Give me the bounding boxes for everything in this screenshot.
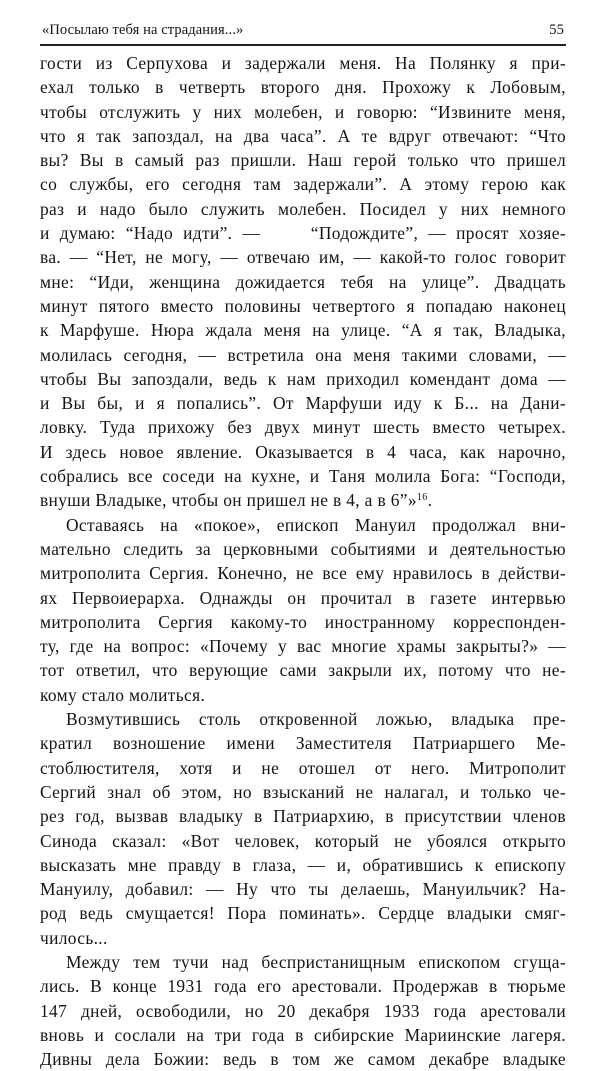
text-line: раз и надо было служить молебен. Посидел у них немного — [40, 198, 566, 219]
text-line: к Марфуше. Нюра ждала меня на улице. “А я так, Владыка, — [40, 320, 566, 341]
text-line: тот ответил, что верующие сами закрыли их, потому что не- — [40, 660, 566, 681]
text-line: митрополита Сергия какому-то иностранному корреспонден- — [40, 611, 566, 632]
paragraph — [40, 51, 566, 513]
paragraph — [40, 950, 566, 1071]
text-line: мне: “Иди, женщина дожидается тебя на улице”. Двадцать — [40, 271, 566, 292]
text-line: И здесь новое явление. Оказывается в 4 часа, как нарочно, — [40, 441, 566, 462]
text-line: ту, где на вопрос: «Почему у вас многие храмы закрыты?» — — [40, 636, 566, 657]
text-line: чилось... — [40, 927, 108, 948]
text-line: рез год, вызвав владыку в Патриархию, в присутствии членов — [40, 806, 566, 827]
footnote-ref[interactable]: 16 — [416, 492, 428, 504]
text-line: Сергий знал об этом, но взысканий не налагал, и только че- — [40, 781, 566, 802]
book-page — [40, 20, 566, 1071]
text-line: стоблюстителя, хотя и не отошел от него. Митрополит — [40, 757, 566, 778]
text-line: Дивны дела Божии: ведь в том же самом декабре владыке — [40, 1049, 566, 1070]
text-line: 147 дней, освободили, но 20 декабря 1933 года арестовали — [40, 1000, 566, 1021]
line-text: внуши Владыке, чтобы он пришел не в 4, а в 6”» — [40, 490, 417, 511]
page-number: 55 — [549, 22, 564, 38]
text-line: митрополита Сергия. Конечно, не все ему нравилось в действи- — [40, 563, 566, 584]
text-line: и Вы бы, и я попались”. От Марфуши иду к Б... на Дани- — [40, 393, 566, 414]
text-line: гости из Серпухова и задержали меня. На Полянку я при- — [40, 53, 566, 73]
text-line: молилась сегодня, — встретила она меня такими словами, — — [40, 344, 566, 365]
text-line: лись. В конце 1931 года его арестовали. Продержав в тюрьме — [40, 976, 566, 997]
text-line: и думаю: “Надо идти”. — “Подождите”, — просят хозяе- — [40, 223, 566, 244]
paragraph — [40, 707, 566, 950]
paragraph — [40, 513, 566, 707]
running-title: «Посылаю тебя на страдания...» — [42, 22, 244, 38]
text-line: чтобы отслужить у них молебен, и говорю: “Извините меня, — [40, 101, 566, 122]
text-line: что я так запоздал, на два часа”. А те вдруг отвечают: “Что — [40, 125, 566, 146]
text-line: кому стало молиться. — [40, 684, 206, 705]
text-line: со службы, его сегодня там задержали”. А этому герою как — [40, 174, 566, 195]
text-line: ехал только в четверть второго дня. Прохожу к Лобовым, — [40, 77, 566, 98]
text-line — [40, 488, 566, 512]
line-punctuation: . — [427, 490, 433, 511]
text-line: высказать мне правду в глаза, — и, обратившись к епископу — [40, 854, 566, 875]
header-rule — [40, 44, 566, 46]
text-line: собрались все соседи на кухне, и Таня молила Бога: “Господи, — [40, 466, 566, 487]
text-line: ва. — “Нет, не могу, — отвечаю им, — какой-то голос говорит — [40, 247, 566, 268]
text-line: ях Первоиерарха. Однажды он прочитал в газете интервью — [40, 587, 566, 608]
running-header — [40, 20, 566, 42]
text-line: вы? Вы в самый раз пришли. Наш герой только что пришел — [40, 150, 566, 171]
text-line: род ведь смущается! Пора поминать». Сердце владыки смяг- — [40, 903, 566, 924]
text-line: минут пятого вместо половины четвертого я попадаю наконец — [40, 295, 566, 316]
text-line: ловку. Туда прихожу без двух минут шесть вместо четырех. — [40, 417, 566, 438]
text-line: Синода сказал: «Вот человек, который не убоялся открыто — [40, 830, 566, 851]
text-line: Между тем тучи над беспристанищным епископом сгуща- — [66, 951, 566, 972]
body-text — [40, 51, 566, 1071]
text-line: чтобы Вы запоздали, ведь к нам приходил комендант дома — — [40, 368, 566, 389]
text-line: Оставаясь на «покое», епископ Мануил продолжал вни- — [66, 514, 566, 535]
text-line: вновь и сослали на три года в сибирские Мариинские лагеря. — [40, 1024, 566, 1045]
text-line: Мануилу, добавил: — Ну что ты делаешь, Мануильчик? На- — [40, 879, 566, 900]
text-line: мательно следить за церковными событиями и деятельностью — [40, 538, 566, 559]
text-line: кратил возношение имени Заместителя Патриаршего Ме- — [40, 733, 566, 754]
text-line: Возмутившись столь откровенной ложью, владыка пре- — [66, 709, 566, 730]
